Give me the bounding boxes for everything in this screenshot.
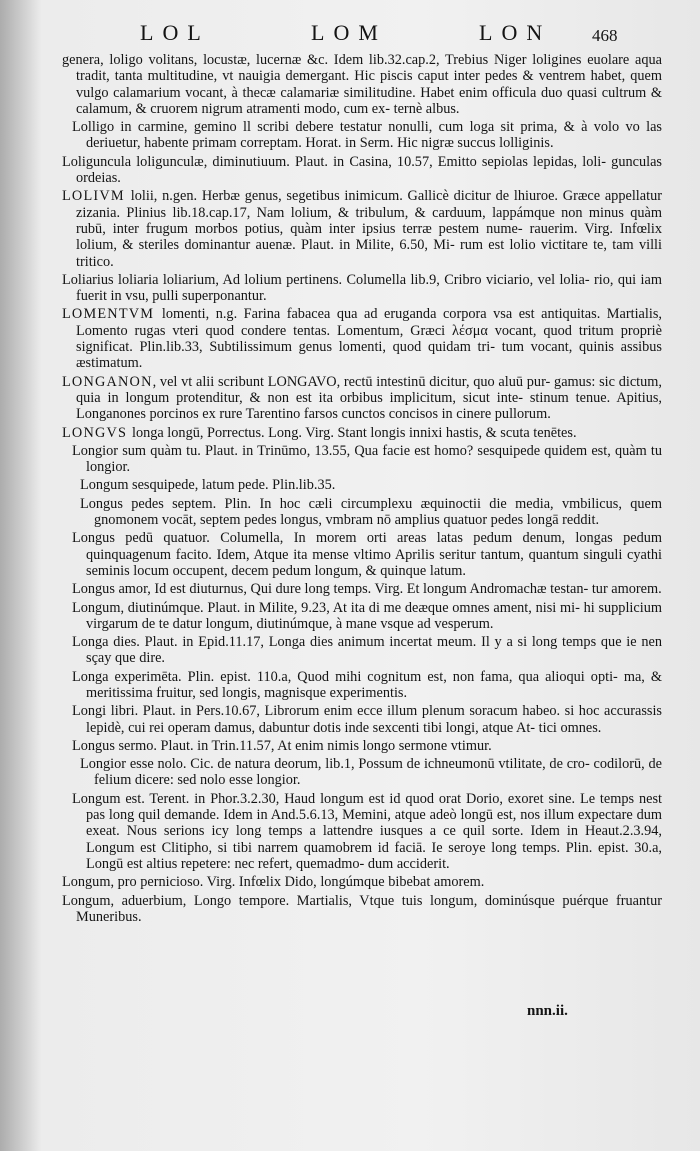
entry-headword: LONGVS [62, 424, 132, 441]
dictionary-entry [72, 669, 662, 702]
signature-mark: nnn.ii. [527, 1003, 568, 1019]
dictionary-entry [72, 581, 662, 597]
entry-text: Longus pedes septem. Plin. In hoc cæli circumplexu æquinoctii die media, vmbilicus, quem gnomonem vocāt, septem pedes longus, vmbram nō amplius quatuor pedes longā reddit. [80, 495, 662, 529]
gutter-shadow [0, 0, 42, 1151]
entry-headword: LONGANON [62, 373, 153, 390]
running-head-right: LON [479, 20, 552, 45]
dictionary-entry [72, 530, 662, 579]
entry-text: , vel vt alii scribunt LONGAVO, rectū intestinū dicitur, quo aluū pur- gamus: sic dictum, quia in longum protenditur, & non est ita orbibus implicitum, sicut inte- stinum tenue. Apitius, Longanones porcinos ex rure Tarentino farsos cunctos concisos in cinere pullorum. [76, 373, 662, 423]
dictionary-entry [72, 119, 662, 152]
entry-text: Longum, aduerbium, Longo tempore. Martialis, Vtque tuis longum, dominúsque puérque fruantur Muneribus. [62, 892, 662, 925]
dictionary-entry [72, 443, 662, 476]
entry-text: Longior esse nolo. Cic. de natura deorum, lib.1, Possum de ichneumonū vtilitate, de cro- codilorū, de felium dicere: sed nolo esse longior. [80, 756, 662, 789]
running-head [0, 16, 700, 50]
entry-text: Longus sermo. Plaut. in Trin.11.57, At enim nimis longo sermone vtimur. [72, 737, 492, 754]
dictionary-entry [62, 874, 662, 890]
entry-text: genera, loligo volitans, locustæ, lucernæ &c. Idem lib.32.cap.2, Trebius Niger loligines euolare aqua tradit, tanta multitudine, vt nauigia demergant. Hic piscis caput inter pedes & ventrem habet, quem vulgo calamarium vocant, à thecæ calamariæ similitudine. Habet enim officula duo quasi cultrum & calamum, & cruorem nigrum atramenti modo, cum ex- ternè albus. [62, 52, 662, 117]
entry-text: Longum sesquipede, latum pede. Plin.lib.35. [80, 477, 336, 494]
entry-text: Lolligo in carmine, gemino ll scribi debere testatur nonulli, cum loga sit prima, & à volo vo las deriuetur, habente primam correptam. Horat. in Serm. Hic nigræ succus lolliginis. [72, 119, 662, 152]
dictionary-entry [62, 272, 662, 305]
entry-text: Loliarius loliaria loliarium, Ad lolium pertinens. Columella lib.9, Cribro viciario, vel lolia- rio, qui iam fuerit in vsu, pulli superponantur. [62, 271, 662, 305]
dictionary-entry [62, 154, 662, 187]
running-head-middle: LOM [311, 20, 387, 45]
entry-text: Longus pedū quatuor. Columella, In morem orti areas latas pedum denum, longas pedum quinquagenum facito. Idem, Atque ita mense vltimo Aprilis seritur tantum, quantum singuli cyathi seminis locum occupent, decem pedum longum, & quinque latum. [72, 530, 662, 579]
entry-text: lomenti, n.g. Farina fabacea qua ad eruganda corpora vsa est antiquitas. Martialis, Lomento rugas vteri quod condere tentas. Lomentum, Græci λέσμα vocant, quod tritum propriè significat. Plin.lib.33, Subtilissimum genus lomenti, quod quidam tri- tum vocant, quinis assibus æstimatum. [76, 306, 662, 372]
entry-text: Loliguncula loligunculæ, diminutiuum. Plaut. in Casina, 10.57, Emitto sepiolas lepidas, loli- gunculas ordeias. [62, 153, 662, 187]
entry-headword: LOLIVM [62, 188, 131, 205]
dictionary-entry [72, 600, 662, 633]
dictionary-entry [62, 893, 662, 926]
dictionary-entry [62, 425, 662, 441]
entry-text: longa longū, Porrectus. Long. Virg. Stant longis innixi hastis, & scuta tenētes. [131, 424, 577, 441]
dictionary-entry [62, 374, 662, 423]
entry-text: Longum, pro pernicioso. Virg. Infœlix Dido, longúmque bibebat amorem. [62, 874, 485, 891]
entry-text: lolii, n.gen. Herbæ genus, segetibus inimicum. Gallicè dicitur de lhiuroe. Græce appellatur zizania. Plinius lib.18.cap.17, Nam lolium, & tribulum, & carduum, lappámque non minus quàm rubū, inter frugum morbos potius, quàm inter ipsius terræ pestem nume- rauerim. Virg. Infœlix lolium, & steriles dominantur auenæ. Plaut. in Milite, 6.50, Mi- rum est lolio victitare te, tam villi tritico. [76, 188, 662, 270]
page-number: 468 [592, 26, 618, 45]
entry-text: Longa dies. Plaut. in Epid.11.17, Longa dies animum incertat meum. Il y a si long temps que ie nen sçay que dire. [72, 634, 662, 667]
dictionary-entry [80, 496, 662, 529]
entry-text: Longus amor, Id est diuturnus, Qui dure long temps. Virg. Et longum Andromachæ testan- tur amorem. [72, 581, 662, 598]
dictionary-entry [72, 791, 662, 872]
running-head-left: LOL [140, 20, 210, 45]
dictionary-entry [62, 52, 662, 117]
entry-headword: LOMENTVM [62, 306, 162, 323]
entry-text: Longa experimēta. Plin. epist. 110.a, Quod mihi cognitum est, non fama, qua alioqui opti- ma, & meritissima fruitur, sed longis, magnisque experimentis. [72, 668, 662, 701]
entry-text: Longi libri. Plaut. in Pers.10.67, Librorum enim ecce illum plenum soracum habeo. si hoc accurassis lepidè, cui rei operam damus, dabuntur dotis inde sexcenti tibi longi, atque At- tici omnes. [72, 703, 662, 736]
entry-text: Longum est. Terent. in Phor.3.2.30, Haud longum est id quod orat Dorio, exoret sine. Le temps nest pas long quil demande. Idem in And.5.6.13, Memini, atque adeò longū est, nos illum expectare dum exeat. Nous serions icy long temps a lattendre iusques a ce quil sorte. Idem in Heaut.2.3.94, Longum est Clitipho, si tibi narrem quamobrem id faciā. Ie seroye long temps. Plin. epist. 30.a, Longū est altius repetere: nec refert, quemadmo- dum acciderit. [72, 790, 662, 872]
dictionary-entry [80, 756, 662, 789]
dictionary-entry [72, 738, 662, 754]
entry-text: Longior sum quàm tu. Plaut. in Trinūmo, 13.55, Qua facie est homo? sesquipede quidem est, quàm tu longior. [72, 442, 662, 476]
dictionary-entry [80, 477, 662, 493]
dictionary-entry [62, 188, 662, 269]
dictionary-entry [72, 703, 662, 736]
dictionary-entry [62, 306, 662, 371]
entry-text: Longum, diutinúmque. Plaut. in Milite, 9.23, At ita di me deæque omnes ament, nisi mi- hi supplicium virgarum de te datur longum, diutinúmque, à mane vsque ad vesperum. [72, 599, 662, 632]
dictionary-text [62, 52, 662, 927]
dictionary-entry [72, 634, 662, 667]
